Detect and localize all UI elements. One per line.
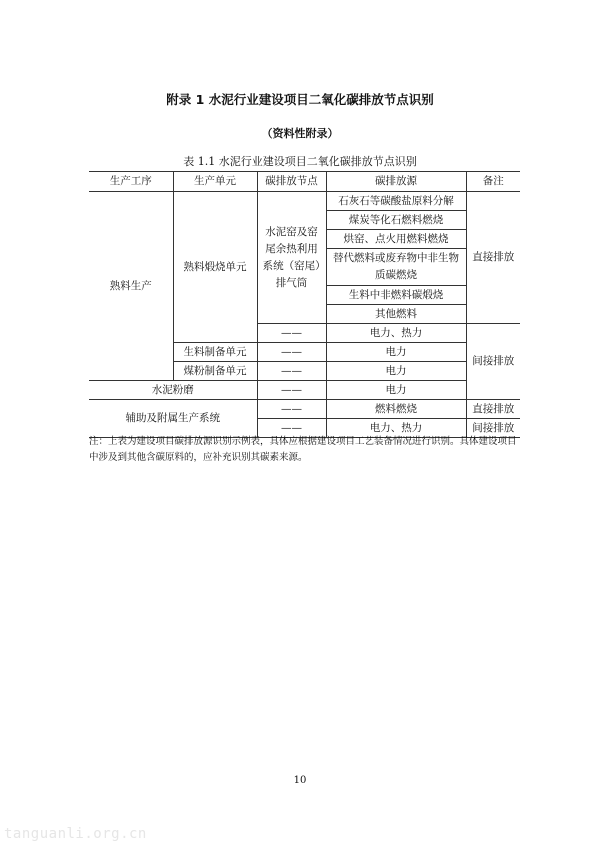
remark-cell: 直接排放: [466, 192, 520, 324]
source-cell: 石灰石等碳酸盐原料分解: [326, 192, 466, 211]
node-cell: ——: [257, 324, 326, 343]
node-cell: 水泥窑及窑尾余热利用系统（窑尾）排气筒: [257, 192, 326, 324]
table-note: 注：上表为建设项目碳排放源识别示例表，具体应根据建设项目工艺装备情况进行识别。具体建设项目中涉及到其他含碳原料的，应补充识别其碳素来源。: [89, 436, 517, 463]
table-row: [89, 400, 520, 419]
process-cell: 水泥粉磨: [89, 381, 257, 400]
node-cell: ——: [257, 400, 326, 419]
unit-cell: 煤粉制备单元: [173, 362, 257, 381]
table-row: [89, 192, 520, 211]
table-header-row: [89, 172, 520, 192]
column-header: 备注: [466, 172, 520, 192]
source-cell: 生料中非燃料碳煅烧: [326, 286, 466, 305]
column-header: 碳排放节点: [257, 172, 326, 192]
appendix-subtitle: （资料性附录）: [261, 127, 339, 140]
remark-cell: 间接排放: [466, 419, 520, 438]
unit-cell: 生料制备单元: [173, 343, 257, 362]
source-cell: 电力、热力: [326, 419, 466, 438]
table-row: [89, 381, 520, 400]
page-number: 10: [293, 775, 307, 786]
process-cell: 熟料生产: [89, 192, 173, 381]
source-cell: 电力: [326, 362, 466, 381]
source-cell: 电力: [326, 381, 466, 400]
source-cell: 替代燃料或废弃物中非生物质碳燃烧: [326, 249, 466, 286]
node-cell: ——: [257, 343, 326, 362]
node-cell: ——: [257, 362, 326, 381]
remark-cell: 间接排放: [466, 324, 520, 400]
appendix-title: 附录 1 水泥行业建设项目二氧化碳排放节点识别: [166, 92, 434, 107]
source-cell: 燃料燃烧: [326, 400, 466, 419]
node-cell: ——: [257, 419, 326, 438]
source-cell: 电力: [326, 343, 466, 362]
node-cell: ——: [257, 381, 326, 400]
watermark: tanguanli.org.cn: [4, 826, 147, 842]
source-cell: 电力、热力: [326, 324, 466, 343]
column-header: 生产单元: [173, 172, 257, 192]
source-cell: 烘窑、点火用燃料燃烧: [326, 230, 466, 249]
column-header: 生产工序: [89, 172, 173, 192]
source-cell: 其他燃料: [326, 305, 466, 324]
unit-cell: 熟料煅烧单元: [173, 192, 257, 343]
process-cell: 辅助及附属生产系统: [89, 400, 257, 438]
table-caption: 表 1.1 水泥行业建设项目二氧化碳排放节点识别: [183, 155, 417, 168]
column-header: 碳排放源: [326, 172, 466, 192]
emission-nodes-table: [89, 171, 520, 438]
remark-cell: 直接排放: [466, 400, 520, 419]
source-cell: 煤炭等化石燃料燃烧: [326, 211, 466, 230]
